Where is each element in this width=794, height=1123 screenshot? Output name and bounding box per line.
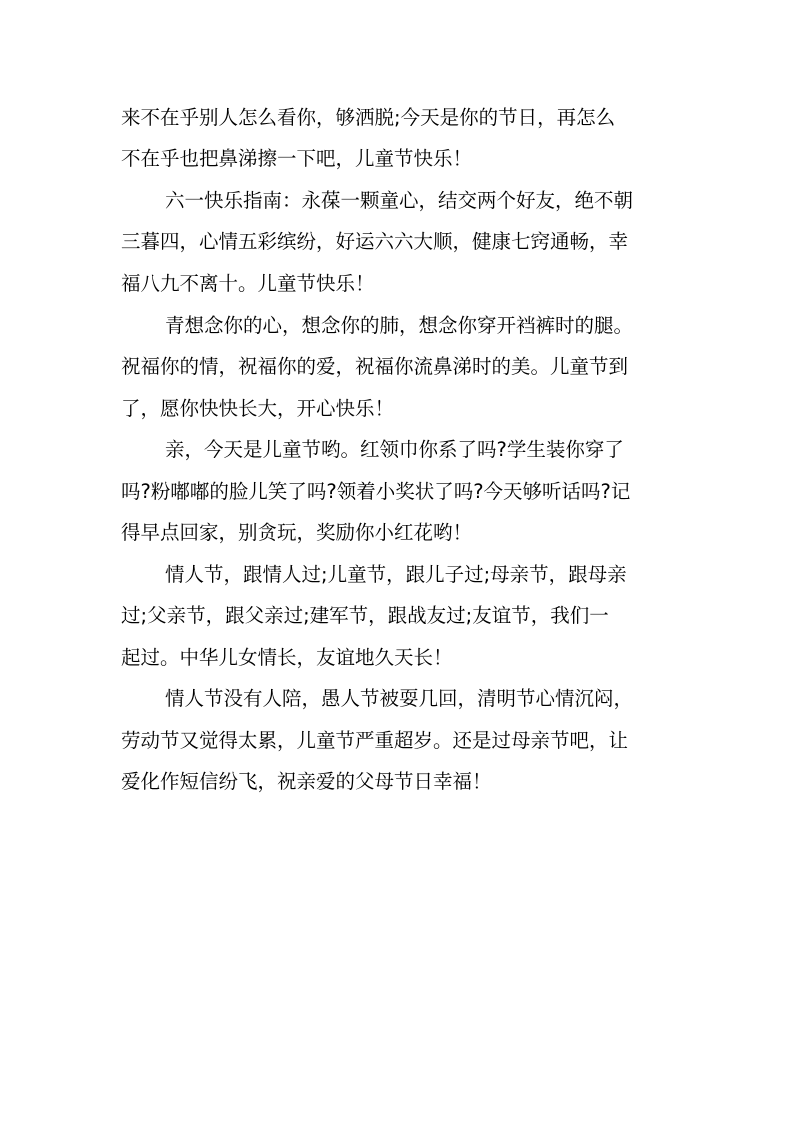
text-line xyxy=(0,139,794,179)
text-line-content: 青想念你的心，想念你的肺，想念你穿开裆裤时的腿。 xyxy=(165,314,634,337)
text-line xyxy=(0,430,794,470)
text-line-content: 祝福你的情，祝福你的爱，祝福你流鼻涕时的美。儿童节到 xyxy=(121,355,629,378)
text-line xyxy=(0,513,794,553)
text-line xyxy=(0,721,794,761)
text-line-content: 爱化作短信纷飞，祝亲爱的父母节日幸福！ xyxy=(121,770,492,793)
text-line-content: 劳动节又觉得太累，儿童节严重超岁。还是过母亲节吧，让 xyxy=(121,729,629,752)
text-line-content: 得早点回家，别贪玩，奖励你小红花哟！ xyxy=(121,521,473,544)
text-line-content: 情人节没有人陪，愚人节被耍几回，清明节心情沉闷， xyxy=(165,687,634,710)
text-line xyxy=(0,306,794,346)
text-line-content: 过;父亲节，跟父亲过;建军节，跟战友过;友谊节，我们一 xyxy=(121,604,609,627)
text-line-content: 起过。中华儿女情长，友谊地久天长！ xyxy=(121,646,453,669)
text-line-content: 三暮四，心情五彩缤纷，好运六六大顺，健康七窍通畅，幸 xyxy=(121,230,629,253)
text-line-content: 来不在乎别人怎么看你，够洒脱;今天是你的节日，再怎么 xyxy=(121,106,616,129)
text-line-content: 吗?粉嘟嘟的脸儿笑了吗?领着小奖状了吗?今天够听话吗?记 xyxy=(121,480,631,503)
text-line-content: 情人节，跟情人过;儿童节，跟儿子过;母亲节，跟母亲 xyxy=(165,563,627,586)
text-line xyxy=(0,596,794,636)
text-line xyxy=(0,762,794,802)
text-line-content: 六一快乐指南：永葆一颗童心，结交两个好友，绝不朝 xyxy=(165,189,634,212)
text-line xyxy=(0,555,794,595)
text-line xyxy=(0,264,794,304)
text-line xyxy=(0,638,794,678)
text-line xyxy=(0,389,794,429)
text-line-content: 不在乎也把鼻涕擦一下吧，儿童节快乐！ xyxy=(121,147,473,170)
text-line-content: 了，愿你快快长大，开心快乐！ xyxy=(121,397,395,420)
text-line xyxy=(0,181,794,221)
text-line-content: 福八九不离十。儿童节快乐！ xyxy=(121,272,375,295)
text-line xyxy=(0,222,794,262)
text-line-content: 亲，今天是儿童节哟。红领巾你系了吗?学生装你穿了 xyxy=(165,438,624,461)
text-line xyxy=(0,98,794,138)
text-line xyxy=(0,347,794,387)
text-line xyxy=(0,679,794,719)
text-line xyxy=(0,472,794,512)
